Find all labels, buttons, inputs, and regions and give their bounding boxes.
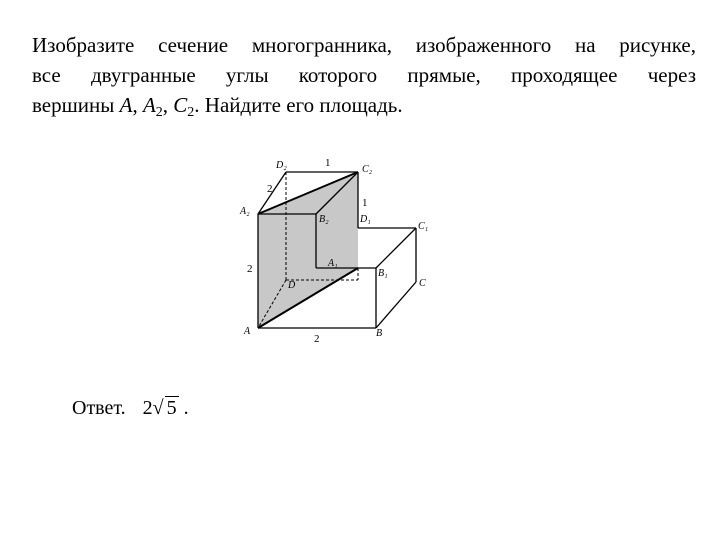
- sep-1: ,: [132, 93, 143, 117]
- section-fill: [258, 172, 358, 328]
- answer-line: [72, 397, 189, 420]
- label-b1: B₁: [378, 268, 388, 279]
- label-d1: D₁: [360, 214, 371, 225]
- dim-left-side: 2: [247, 263, 253, 275]
- label-a: A: [244, 326, 251, 337]
- dim-right-step: 1: [362, 197, 368, 209]
- label-b: B: [376, 328, 383, 339]
- line3-suffix: . Найдите его площадь.: [194, 93, 403, 117]
- sqrt-sign: √ 5: [152, 397, 177, 419]
- label-a2: A₂: [240, 206, 250, 217]
- label-d2: D₂: [276, 160, 287, 171]
- vertex-a: A: [119, 93, 133, 117]
- answer-end: .: [183, 397, 189, 419]
- problem-line-1: Изобразите сечение многогранника, изображенного на рисунке,: [32, 33, 696, 57]
- vertex-a2-sub: 2: [155, 105, 163, 120]
- label-d: D: [288, 280, 296, 291]
- sep-2: ,: [162, 93, 174, 117]
- problem-line-3: [32, 90, 696, 120]
- label-a1: A₁: [328, 258, 338, 269]
- vertex-c2-sub: 2: [187, 105, 195, 120]
- answer-label: Ответ.: [72, 397, 126, 419]
- label-c: C: [419, 278, 426, 289]
- label-c2: C₂: [362, 164, 373, 175]
- answer-coef: 2: [142, 397, 153, 419]
- vertex-a2-base: A: [142, 93, 156, 117]
- vertex-c2-base: C: [173, 93, 188, 117]
- label-c1: C₁: [418, 221, 429, 232]
- dim-top: 1: [325, 157, 331, 169]
- answer-radicand: 5: [166, 397, 177, 419]
- polyhedron-figure: [236, 150, 436, 350]
- dim-bottom: 2: [314, 333, 320, 345]
- answer-value: [143, 397, 189, 419]
- problem-line-2: все двугранные углы которого прямые, проходящее через: [32, 63, 696, 87]
- line3-prefix: вершины: [32, 93, 120, 117]
- problem-text: [32, 30, 696, 120]
- dim-left-top: 2: [267, 183, 273, 195]
- label-b2: B₂: [319, 214, 329, 225]
